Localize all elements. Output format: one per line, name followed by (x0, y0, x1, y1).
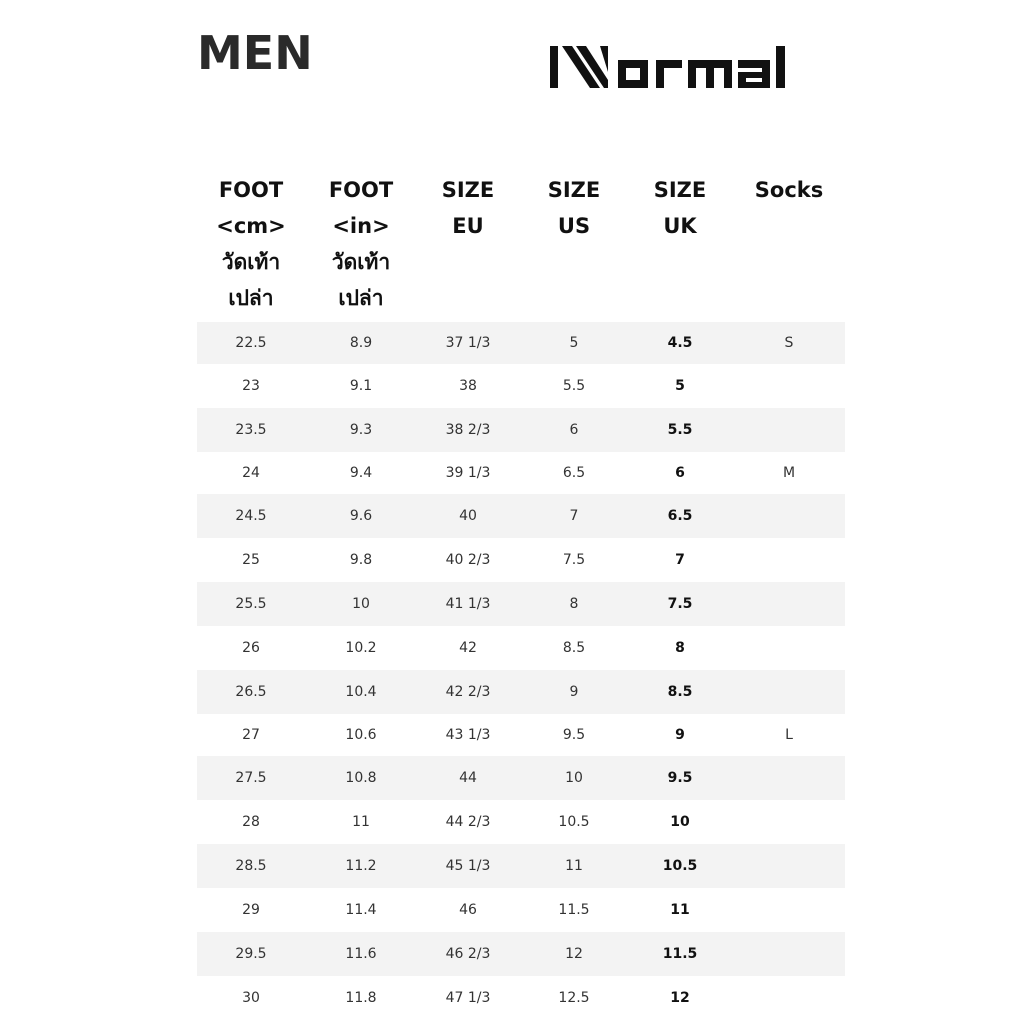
cell-foot-cm: 26.5 (235, 684, 267, 700)
cell-size-uk: 8.5 (667, 684, 693, 700)
table-row (197, 582, 845, 626)
cell-size-eu: 45 1/3 (445, 858, 491, 874)
cell-socks (739, 888, 839, 932)
column-header-foot-in: FOOT <in> วัดเท้า เปล่า (328, 178, 394, 310)
cell-foot-cm: 27.5 (235, 770, 267, 786)
cell-size-us: 5 (569, 335, 579, 351)
cell-socks: S (784, 335, 794, 351)
cell-foot-in: 8.9 (349, 335, 373, 351)
cell-foot-cm: 28 (242, 814, 260, 830)
cell-socks (739, 626, 839, 670)
cell-foot-in: 10.8 (345, 770, 377, 786)
cell-size-eu: 42 2/3 (445, 684, 491, 700)
cell-size-us: 11 (565, 858, 583, 874)
cell-foot-cm: 29.5 (235, 946, 267, 962)
table-row (197, 844, 845, 888)
cell-socks (739, 670, 839, 714)
table-row (197, 452, 845, 494)
cell-size-us: 7 (569, 508, 579, 524)
cell-socks (739, 932, 839, 976)
cell-size-us: 10.5 (558, 814, 590, 830)
cell-foot-in: 11.2 (345, 858, 377, 874)
cell-size-uk: 6 (675, 465, 685, 481)
cell-foot-in: 9.3 (349, 422, 373, 438)
table-row (197, 714, 845, 756)
table-row (197, 408, 845, 452)
page-title: MEN (197, 26, 313, 80)
cell-size-us: 12 (565, 946, 583, 962)
cell-foot-in: 10.6 (345, 727, 377, 743)
normal-logo-icon (548, 42, 812, 90)
table-row (197, 494, 845, 538)
column-header-size-us: SIZE US (547, 178, 601, 238)
cell-foot-in: 9.8 (349, 552, 373, 568)
table-row (197, 626, 845, 670)
cell-socks (739, 844, 839, 888)
cell-socks (739, 582, 839, 626)
brand-logo (548, 42, 812, 90)
cell-size-uk: 11 (670, 902, 690, 918)
cell-socks (739, 538, 839, 582)
cell-size-us: 11.5 (558, 902, 590, 918)
table-row (197, 976, 845, 1020)
cell-foot-in: 10.4 (345, 684, 377, 700)
cell-size-us: 9.5 (562, 727, 586, 743)
cell-foot-in: 9.6 (349, 508, 373, 524)
cell-size-eu: 44 2/3 (445, 814, 491, 830)
table-row (197, 670, 845, 714)
cell-foot-in: 10 (352, 596, 370, 612)
column-header-size-eu: SIZE EU (441, 178, 495, 238)
table-row (197, 538, 845, 582)
cell-socks (739, 364, 839, 408)
cell-foot-in: 11.8 (345, 990, 377, 1006)
cell-socks (739, 494, 839, 538)
cell-foot-cm: 25 (242, 552, 260, 568)
cell-size-uk: 6.5 (667, 508, 693, 524)
table-header (197, 172, 845, 322)
cell-foot-in: 10.2 (345, 640, 377, 656)
cell-size-eu: 40 (459, 508, 477, 524)
cell-socks: M (782, 465, 796, 481)
cell-size-uk: 8 (675, 640, 685, 656)
cell-size-eu: 38 (459, 378, 477, 394)
cell-size-us: 6.5 (562, 465, 586, 481)
cell-foot-cm: 24 (242, 465, 260, 481)
cell-size-uk: 12 (670, 990, 690, 1006)
cell-size-eu: 41 1/3 (445, 596, 491, 612)
cell-size-uk: 7 (675, 552, 685, 568)
column-header-socks: Socks (754, 178, 824, 202)
table-row (197, 888, 845, 932)
cell-size-uk: 4.5 (667, 335, 693, 351)
cell-size-uk: 10 (670, 814, 690, 830)
cell-size-uk: 9.5 (667, 770, 693, 786)
cell-foot-cm: 30 (242, 990, 260, 1006)
cell-foot-cm: 23 (242, 378, 260, 394)
cell-size-uk: 9 (675, 727, 685, 743)
size-table-body (197, 322, 845, 1020)
cell-size-eu: 44 (459, 770, 477, 786)
cell-foot-in: 11.6 (345, 946, 377, 962)
cell-foot-cm: 23.5 (235, 422, 267, 438)
table-row (197, 932, 845, 976)
cell-size-uk: 5.5 (667, 422, 693, 438)
cell-size-uk: 7.5 (667, 596, 693, 612)
cell-foot-in: 11 (352, 814, 370, 830)
cell-socks (739, 756, 839, 800)
cell-foot-cm: 24.5 (235, 508, 267, 524)
table-row (197, 322, 845, 364)
cell-foot-cm: 25.5 (235, 596, 267, 612)
column-header-foot-cm: FOOT <cm> วัดเท้า เปล่า (216, 178, 286, 310)
table-row (197, 800, 845, 844)
cell-size-eu: 39 1/3 (445, 465, 491, 481)
table-row (197, 756, 845, 800)
cell-size-us: 12.5 (558, 990, 590, 1006)
cell-size-eu: 43 1/3 (445, 727, 491, 743)
cell-size-us: 8 (569, 596, 579, 612)
cell-foot-in: 11.4 (345, 902, 377, 918)
cell-size-uk: 11.5 (662, 946, 698, 962)
cell-foot-cm: 29 (242, 902, 260, 918)
cell-size-eu: 42 (459, 640, 477, 656)
cell-size-us: 6 (569, 422, 579, 438)
cell-socks: L (785, 727, 793, 743)
cell-size-us: 9 (569, 684, 579, 700)
cell-foot-cm: 22.5 (235, 335, 267, 351)
cell-socks (739, 800, 839, 844)
column-header-size-uk: SIZE UK (653, 178, 707, 238)
cell-socks (739, 976, 839, 1020)
table-row (197, 364, 845, 408)
cell-size-eu: 47 1/3 (445, 990, 491, 1006)
cell-size-eu: 46 2/3 (445, 946, 491, 962)
cell-size-us: 8.5 (562, 640, 586, 656)
cell-size-eu: 37 1/3 (445, 335, 491, 351)
cell-socks (739, 408, 839, 452)
cell-size-us: 5.5 (562, 378, 586, 394)
cell-size-us: 10 (565, 770, 583, 786)
cell-foot-in: 9.1 (349, 378, 373, 394)
cell-size-eu: 38 2/3 (445, 422, 491, 438)
cell-foot-in: 9.4 (349, 465, 373, 481)
cell-size-uk: 10.5 (662, 858, 698, 874)
cell-size-us: 7.5 (562, 552, 586, 568)
cell-foot-cm: 26 (242, 640, 260, 656)
cell-size-uk: 5 (675, 378, 685, 394)
cell-size-eu: 40 2/3 (445, 552, 491, 568)
cell-size-eu: 46 (459, 902, 477, 918)
cell-foot-cm: 27 (242, 727, 260, 743)
cell-foot-cm: 28.5 (235, 858, 267, 874)
